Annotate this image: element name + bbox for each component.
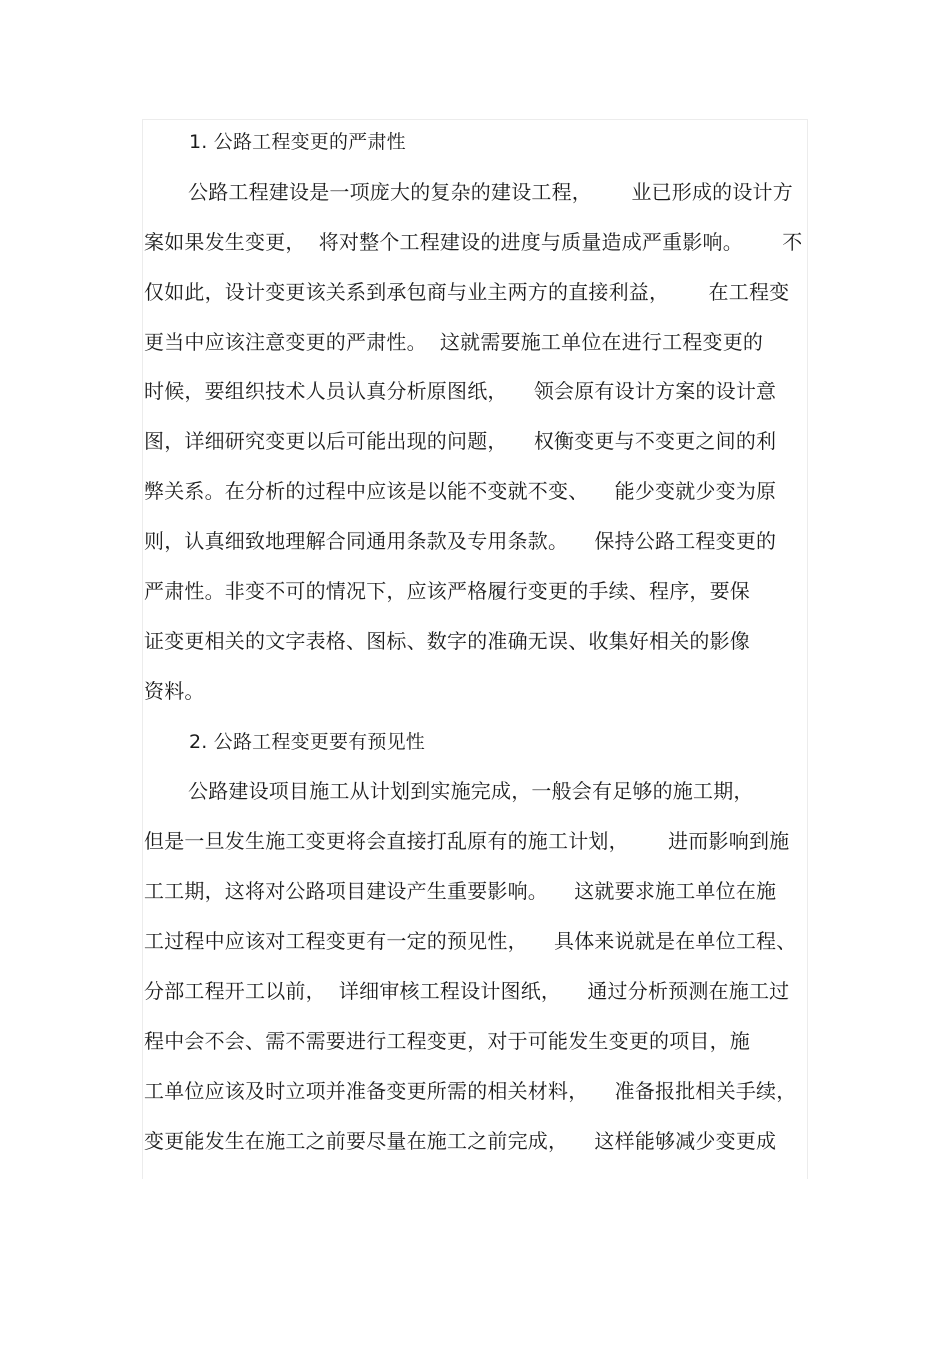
paragraph-line: 但是一旦发生施工变更将会直接打乱原有的施工计划， 进而影响到施: [144, 829, 790, 853]
paragraph-line: 资料。: [144, 679, 205, 703]
paragraph-line: 图，详细研究变更以后可能出现的问题， 权衡变更与不变更之间的利: [144, 429, 777, 453]
section-heading-1: 1. 公路工程变更的严肃性: [189, 131, 406, 153]
paragraph-line: 严肃性。非变不可的情况下，应该严格履行变更的手续、程序，要保: [144, 579, 750, 603]
paragraph-line: 证变更相关的文字表格、图标、数字的准确无误、收集好相关的影像: [144, 629, 750, 653]
paragraph-line: 更当中应该注意变更的严肃性。 这就需要施工单位在进行工程变更的: [144, 330, 764, 354]
paragraph-line: 公路建设项目施工从计划到实施完成，一般会有足够的施工期，: [188, 779, 754, 803]
paragraph-line: 程中会不会、需不需要进行工程变更，对于可能发生变更的项目，施: [144, 1029, 750, 1053]
paragraph-line: 分部工程开工以前， 详细审核工程设计图纸， 通过分析预测在施工过: [144, 979, 790, 1003]
paragraph-line: 工过程中应该对工程变更有一定的预见性， 具体来说就是在单位工程、: [144, 929, 797, 953]
paragraph-line: 案如果发生变更， 将对整个工程建设的进度与质量造成严重影响。 不: [144, 230, 803, 254]
paragraph-line: 工工期，这将对公路项目建设产生重要影响。 这就要求施工单位在施: [144, 879, 777, 903]
paragraph-line: 时候，要组织技术人员认真分析原图纸， 领会原有设计方案的设计意: [144, 379, 777, 403]
paragraph-line: 变更能发生在施工之前要尽量在施工之前完成， 这样能够减少变更成: [144, 1129, 777, 1153]
paragraph-line: 弊关系。在分析的过程中应该是以能不变就不变、 能少变就少变为原: [144, 479, 777, 503]
paragraph-line: 则，认真细致地理解合同通用条款及专用条款。 保持公路工程变更的: [144, 529, 777, 553]
paragraph-line: 仅如此，设计变更该关系到承包商与业主两方的直接利益， 在工程变: [144, 280, 790, 304]
section-heading-2: 2. 公路工程变更要有预见性: [189, 731, 425, 753]
paragraph-line: 公路工程建设是一项庞大的复杂的建设工程， 业已形成的设计方: [188, 180, 793, 204]
paragraph-line: 工单位应该及时立项并准备变更所需的相关材料， 准备报批相关手续，: [144, 1079, 797, 1103]
